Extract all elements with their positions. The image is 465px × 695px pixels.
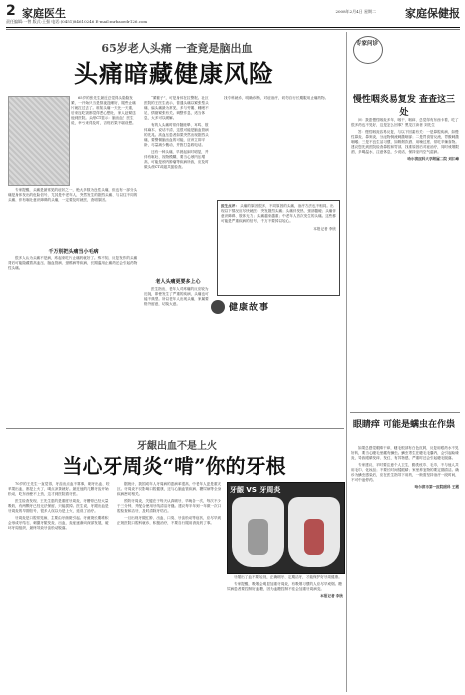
page-number: 2	[6, 3, 16, 19]
article1-paragraph: 65岁的张先生最近总觉得头隐隐发紧，一开始只当是熬夜没睡好，服些止痛片就扛过去了。谁知头痛一天比一天重，后来连吃饭都觉得恶心想吐，家人赶紧送他到医院。头颅CT显示：脑出血！医生说，幸亏来得及时，否则后果不堪设想。	[71, 96, 136, 125]
sidebar-q2-text: 如果总感觉眼睛干痒，睫毛根部有白色皮屑，反复用眼药水不见好转，要当心睫毛里藏有螨虫。螨虫寄生在睫毛毛囊内，会引起睑缘炎，导致眼睛发痒、发红、有异物感，严重时还会引起睫毛脱落。	[351, 446, 459, 460]
issue-date: 2008年2月4日 星期二	[335, 9, 376, 14]
article1-paragraph: “紧箍子”，可是身体在拉警报。社区医院的王医生表示，普通头痛以紧张型头痛、偏头痛最为常见，多与劳累、睡眠不足、情绪紧张有关。调整作息，适当休息，大多可以缓解。	[144, 96, 209, 120]
sidebar-q2-text2: 专家建议，平时要注意个人卫生，勤洗枕巾、毛巾，不与他人共用毛巾、化妆品；不要长时间揉眼睛；家里养宠物的要定期清洁。确诊为螨虫感染后，应在医生指导下用药，一般需坚持治疗一段时间，不可中途停药。	[351, 463, 459, 482]
article1-photo	[8, 96, 70, 186]
article1-col1-bottom	[8, 256, 139, 273]
article2-col2	[117, 482, 223, 528]
article1-paragraph: 有的人头痛时常伴随眩晕、耳鸣、肢体麻木、说话不清，这很可能是脑血管病的先兆。高血压患者如果突然出现剧烈头痛，要警惕脑出血的可能，应该立即平卧，尽量减少搬动，并拨打急救电话。	[144, 123, 209, 147]
header-rule-thin	[6, 29, 460, 30]
section-divider	[6, 428, 344, 429]
article1-col3	[217, 96, 340, 103]
article1-paragraph: 很多人认为头痛不是病，疼起来吃片止痛药就好了。殊不知，反复发作的头痛背后可能隐藏着高血压、脑血管病、颈椎病等疾病，长期滥用止痛药还会引起药物性头痛。	[8, 256, 138, 270]
article2-paragraph: 一旦出现牙龈红肿、出血、口臭、牙齿松动等症状，应尽早到正规医院口腔科就诊，积极治疗，不要自行服用消炎药了事。	[117, 516, 222, 525]
article2-col1	[8, 482, 112, 533]
article1-subhead-2: 老人头痛更要多上心	[155, 279, 201, 285]
article1-col1-top	[71, 96, 139, 128]
article1-paragraph: 还有一种头痛，早晨起床时明显，并伴有呕吐、视物模糊，要当心颅内压增高，可能是颅内肿瘤等疾病所致，应及时做头颅CT或磁共振检查。	[144, 150, 209, 169]
doctor-comment-box	[217, 200, 340, 296]
section-name: 家庭医生	[22, 7, 66, 20]
page-header	[6, 3, 460, 27]
article1-col2-bottom	[144, 287, 212, 309]
health-story-title: 健康故事	[229, 303, 270, 313]
doctor-comment-label: 医生点评：	[221, 204, 239, 208]
image-caption: 牙龈出了血不要轻视，正确刷牙、定期洁牙，才能保护好牙周健康。	[234, 575, 342, 579]
sidebar-q1-title: 慢性咽炎易复发 查查这三处	[352, 95, 456, 118]
article2-headline: 当心牙周炎“啃”你的牙根	[62, 454, 286, 478]
sidebar-q1-question: 问：我患慢性咽炎多年，咽干、咽痒、总觉得有东西卡着，吃了很多药也不见好，这是怎么回事？黑龙江读者 刘先生	[351, 118, 459, 127]
sidebar-q1-byline: 哈尔滨医科大学附属二院 刘江峰	[407, 157, 459, 161]
article2-paragraph: 牙周炎是口腔常见病，主要由牙菌斑引起。牙菌斑长期堆积会形成牙结石，刺激牙龈发炎、出血，炎症逐渐向深部发展，破坏牙周组织，最终导致牙齿松动脱落。	[8, 516, 109, 530]
article2-col3	[227, 575, 343, 599]
healthy-tooth-icon	[232, 497, 284, 567]
article2-kicker: 牙龈出血不是上火	[137, 441, 217, 452]
image-title: 牙龈 VS 牙周炎	[230, 486, 281, 494]
health-story-icon	[211, 300, 225, 314]
article1-paragraph: 医生指出，老年人对疼痛的反应较为迟钝，即使发生了严重的疾病，头痛也可能不典型。所以老年人出现头痛，家属要格外留意，切莫大意。	[144, 287, 209, 306]
article2-byline: 本报记者 李欣	[320, 594, 343, 598]
article2-paragraph: 据统计，我国成年人牙周病的患病率很高，中老年人更是重灾区。牙周炎不仅影响口腔健康，还与心脑血管疾病、糖尿病等全身疾病密切相关。	[117, 482, 222, 496]
tooth-root-icon	[304, 519, 324, 555]
article2-paragraph: 专家提醒，吸烟会明显加重牙周炎，有吸烟习惯的人应尽早戒烟。糖尿病患者要控制好血糖，因为血糖控制不佳会加重牙周病变。	[227, 582, 342, 591]
doctor-comment-byline: 本报记者 李欣	[313, 227, 336, 231]
sidebar-q2-byline: 哈尔滨市第一医院眼科 王霞	[414, 485, 459, 489]
article2-paragraph: 医生检查发现，王先生患的是重度牙周炎，牙槽骨已经大量吸收，有两颗牙已经无法保留，只能拔掉。医生说，牙龈出血是牙周炎的早期信号，很多人误以为是上火，延误了治疗。	[8, 499, 109, 513]
article1-paragraph: 专家提醒，头痛是最常见的症状之一，绝大多数为良性头痛，但也有一部分头痛是身体发出的危险信号，尤其是中老年人，突然发生的剧烈头痛、与以往不同的头痛、伴有呕吐意识障碍的头痛，一定要及时就医，查明原因。	[8, 188, 138, 202]
sidebar-q1-answer: 答：慢性咽炎容易反复，与以下因素有关：一是鼻腔疾病，如慢性鼻炎、鼻窦炎，分泌物倒流刺激咽部；二是胃食管反流，胃酸刺激咽喉；三是不良生活习惯，如吸烟饮酒、用嗓过度、常吃辛辣食物。建议您先到医院检查鼻腔和胃部，找准原因后对症治疗，同时戒烟限酒，多喝温水，注意休息，少说话，保持室内空气湿润。	[351, 130, 459, 154]
sidebar-q1-body	[351, 118, 459, 162]
doctor-comment-text: 头痛的原因很多，不同原因的头痛，治疗方法也不相同。出现以下情况应尽快就医：突发剧烈头痛；头痛伴发热、颈部僵硬；头痛伴意识障碍、肢体无力；头痛越来越重；中老年人首次发生的头痛。这些都可能是严重疾病的信号，千万不要掉以轻心。	[221, 204, 336, 223]
article1-col2	[144, 96, 212, 172]
gum-vs-periodontitis-image	[227, 482, 345, 574]
paper-name: 家庭保健报	[405, 7, 460, 20]
qa-badge-label: 专家问诊	[355, 41, 378, 47]
sidebar-q2-body	[351, 446, 459, 490]
column-divider	[346, 32, 347, 692]
article1-subhead: 千万别把头痛当小毛病	[48, 249, 99, 255]
article1-headline: 头痛暗藏健康风险	[74, 59, 274, 88]
article2-paragraph: 预防牙周炎，关键在于每天认真刷牙，早晚各一次，每次不少于三分钟，并配合使用牙线清洁牙缝。建议每半年到一年做一次口腔检查和洁牙，及时清除牙结石。	[117, 499, 222, 513]
diseased-tooth-icon	[288, 497, 340, 567]
article2-paragraph: 70岁的王先生一直觉得，牙齿出点血不算事，刷牙出血、咬苹果出血，都是上火了，喝点凉茶就好。最近他的几颗牙齿开始松动，吃东西使不上劲，这才到医院看牙医。	[8, 482, 110, 496]
header-rule	[6, 27, 460, 28]
article1-paragraph: 找专科就诊，明确诊断，对症治疗，切勿自行长期服用止痛药物。	[224, 96, 329, 100]
article1-kicker: 65岁老人头痛 一查竟是脑出血	[101, 42, 253, 55]
tooth-root-icon	[248, 519, 268, 555]
editor-line: 责任编辑:一曾 版式:王强 电话:(0451)84610246 E-mail:mrbaoedr126.com	[6, 19, 148, 24]
sidebar-divider	[350, 412, 460, 413]
sidebar-q2-title: 眼睛痒 可能是螨虫在作祟	[352, 420, 456, 430]
article1-col1	[8, 188, 139, 205]
